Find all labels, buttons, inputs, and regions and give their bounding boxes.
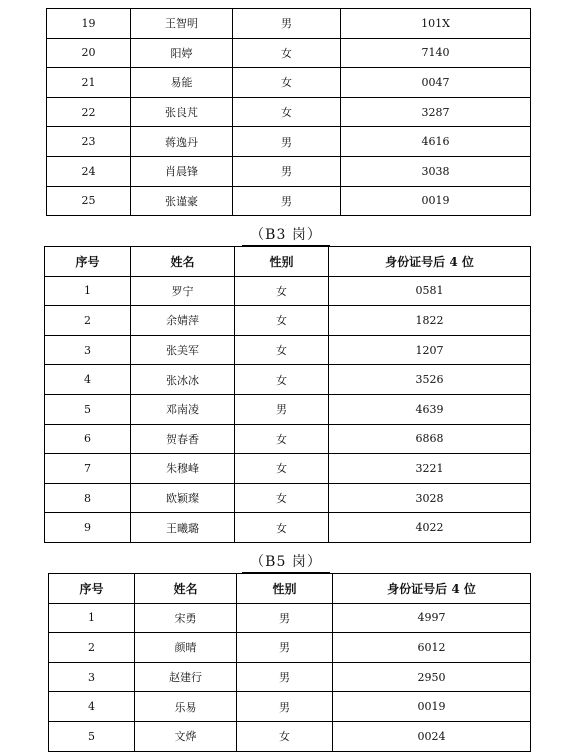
roster-table-continued: [46, 8, 531, 216]
cell-seq: 24: [47, 156, 131, 186]
cell-seq: 25: [47, 186, 131, 216]
table-row: [47, 97, 531, 127]
table-row: [45, 454, 531, 484]
cell-gender: 男: [237, 603, 333, 633]
cell-gender: 男: [233, 186, 341, 216]
cell-seq: 5: [45, 394, 131, 424]
cell-seq: 1: [45, 276, 131, 306]
cell-name: 朱穆峰: [131, 454, 235, 484]
table-row: [45, 306, 531, 336]
cell-seq: 9: [45, 513, 131, 543]
cell-name: 赵建行: [135, 662, 237, 692]
cell-id-last4: 0047: [341, 68, 531, 98]
table-row: [49, 633, 531, 663]
cell-gender: 女: [233, 38, 341, 68]
table-row: [47, 38, 531, 68]
header-seq: 序号: [49, 574, 135, 604]
cell-gender: 男: [237, 662, 333, 692]
cell-name: 颜晴: [135, 633, 237, 663]
cell-name: 宋勇: [135, 603, 237, 633]
cell-name: 贺春香: [131, 424, 235, 454]
table-header: [49, 574, 531, 604]
header-id-last4: 身份证号后 4 位: [333, 574, 531, 604]
header-name: 姓名: [131, 247, 235, 277]
cell-seq: 4: [45, 365, 131, 395]
table-row: [47, 156, 531, 186]
cell-id-last4: 3287: [341, 97, 531, 127]
cell-id-last4: 1822: [329, 306, 531, 336]
cell-id-last4: 7140: [341, 38, 531, 68]
cell-id-last4: 6012: [333, 633, 531, 663]
cell-gender: 女: [235, 454, 329, 484]
cell-gender: 女: [235, 276, 329, 306]
table-row: [49, 692, 531, 722]
cell-seq: 5: [49, 721, 135, 751]
header-row: [49, 574, 531, 604]
table-row: [45, 513, 531, 543]
cell-name: 张谨豪: [131, 186, 233, 216]
cell-gender: 男: [237, 692, 333, 722]
cell-seq: 1: [49, 603, 135, 633]
cell-seq: 21: [47, 68, 131, 98]
cell-seq: 19: [47, 9, 131, 39]
header-row: [45, 247, 531, 277]
cell-seq: 22: [47, 97, 131, 127]
table-row: [45, 335, 531, 365]
cell-gender: 女: [235, 483, 329, 513]
cell-id-last4: 6868: [329, 424, 531, 454]
cell-seq: 3: [49, 662, 135, 692]
cell-name: 乐易: [135, 692, 237, 722]
cell-name: 罗宁: [131, 276, 235, 306]
header-gender: 性别: [235, 247, 329, 277]
cell-seq: 2: [49, 633, 135, 663]
cell-id-last4: 0024: [333, 721, 531, 751]
cell-name: 张良芃: [131, 97, 233, 127]
cell-id-last4: 2950: [333, 662, 531, 692]
cell-id-last4: 3526: [329, 365, 531, 395]
section-title-b5: （B5 岗）: [200, 551, 372, 573]
table-row: [47, 127, 531, 157]
cell-id-last4: 4616: [341, 127, 531, 157]
cell-seq: 6: [45, 424, 131, 454]
cell-name: 阳婷: [131, 38, 233, 68]
cell-gender: 女: [235, 424, 329, 454]
cell-gender: 男: [237, 633, 333, 663]
cell-name: 肖晨锋: [131, 156, 233, 186]
table-row: [47, 68, 531, 98]
table-header: [45, 247, 531, 277]
cell-id-last4: 4022: [329, 513, 531, 543]
cell-name: 文烨: [135, 721, 237, 751]
table-row: [47, 186, 531, 216]
cell-id-last4: 0019: [333, 692, 531, 722]
cell-gender: 女: [235, 365, 329, 395]
cell-seq: 2: [45, 306, 131, 336]
cell-name: 张美军: [131, 335, 235, 365]
cell-name: 余婧萍: [131, 306, 235, 336]
cell-seq: 23: [47, 127, 131, 157]
cell-name: 王曦璐: [131, 513, 235, 543]
table-row: [45, 483, 531, 513]
cell-seq: 3: [45, 335, 131, 365]
cell-id-last4: 4997: [333, 603, 531, 633]
cell-gender: 男: [235, 394, 329, 424]
cell-id-last4: 3038: [341, 156, 531, 186]
cell-name: 易能: [131, 68, 233, 98]
table-row: [47, 9, 531, 39]
cell-id-last4: 3221: [329, 454, 531, 484]
cell-id-last4: 101X: [341, 9, 531, 39]
cell-name: 欧颖璨: [131, 483, 235, 513]
cell-gender: 女: [237, 721, 333, 751]
cell-gender: 女: [233, 68, 341, 98]
cell-gender: 男: [233, 156, 341, 186]
section-title-b3: （B3 岗）: [200, 224, 372, 246]
cell-name: 王智明: [131, 9, 233, 39]
header-seq: 序号: [45, 247, 131, 277]
cell-seq: 20: [47, 38, 131, 68]
cell-name: 邓南凌: [131, 394, 235, 424]
header-id-last4: 身份证号后 4 位: [329, 247, 531, 277]
cell-gender: 女: [233, 97, 341, 127]
table-row: [49, 721, 531, 751]
cell-gender: 女: [235, 513, 329, 543]
cell-gender: 男: [233, 9, 341, 39]
roster-table-body: [47, 9, 531, 216]
roster-table-b5: [48, 573, 531, 752]
cell-id-last4: 0019: [341, 186, 531, 216]
roster-table-body: [49, 603, 531, 751]
cell-id-last4: 1207: [329, 335, 531, 365]
cell-seq: 8: [45, 483, 131, 513]
table-row: [49, 662, 531, 692]
cell-seq: 7: [45, 454, 131, 484]
cell-gender: 男: [233, 127, 341, 157]
cell-id-last4: 4639: [329, 394, 531, 424]
cell-seq: 4: [49, 692, 135, 722]
roster-table-body: [45, 276, 531, 542]
roster-table-b3: [44, 246, 531, 543]
header-gender: 性别: [237, 574, 333, 604]
table-row: [45, 365, 531, 395]
header-name: 姓名: [135, 574, 237, 604]
cell-id-last4: 0581: [329, 276, 531, 306]
cell-name: 蒋逸丹: [131, 127, 233, 157]
cell-gender: 女: [235, 306, 329, 336]
table-row: [49, 603, 531, 633]
cell-name: 张冰冰: [131, 365, 235, 395]
cell-id-last4: 3028: [329, 483, 531, 513]
table-row: [45, 424, 531, 454]
table-row: [45, 276, 531, 306]
cell-gender: 女: [235, 335, 329, 365]
table-row: [45, 394, 531, 424]
